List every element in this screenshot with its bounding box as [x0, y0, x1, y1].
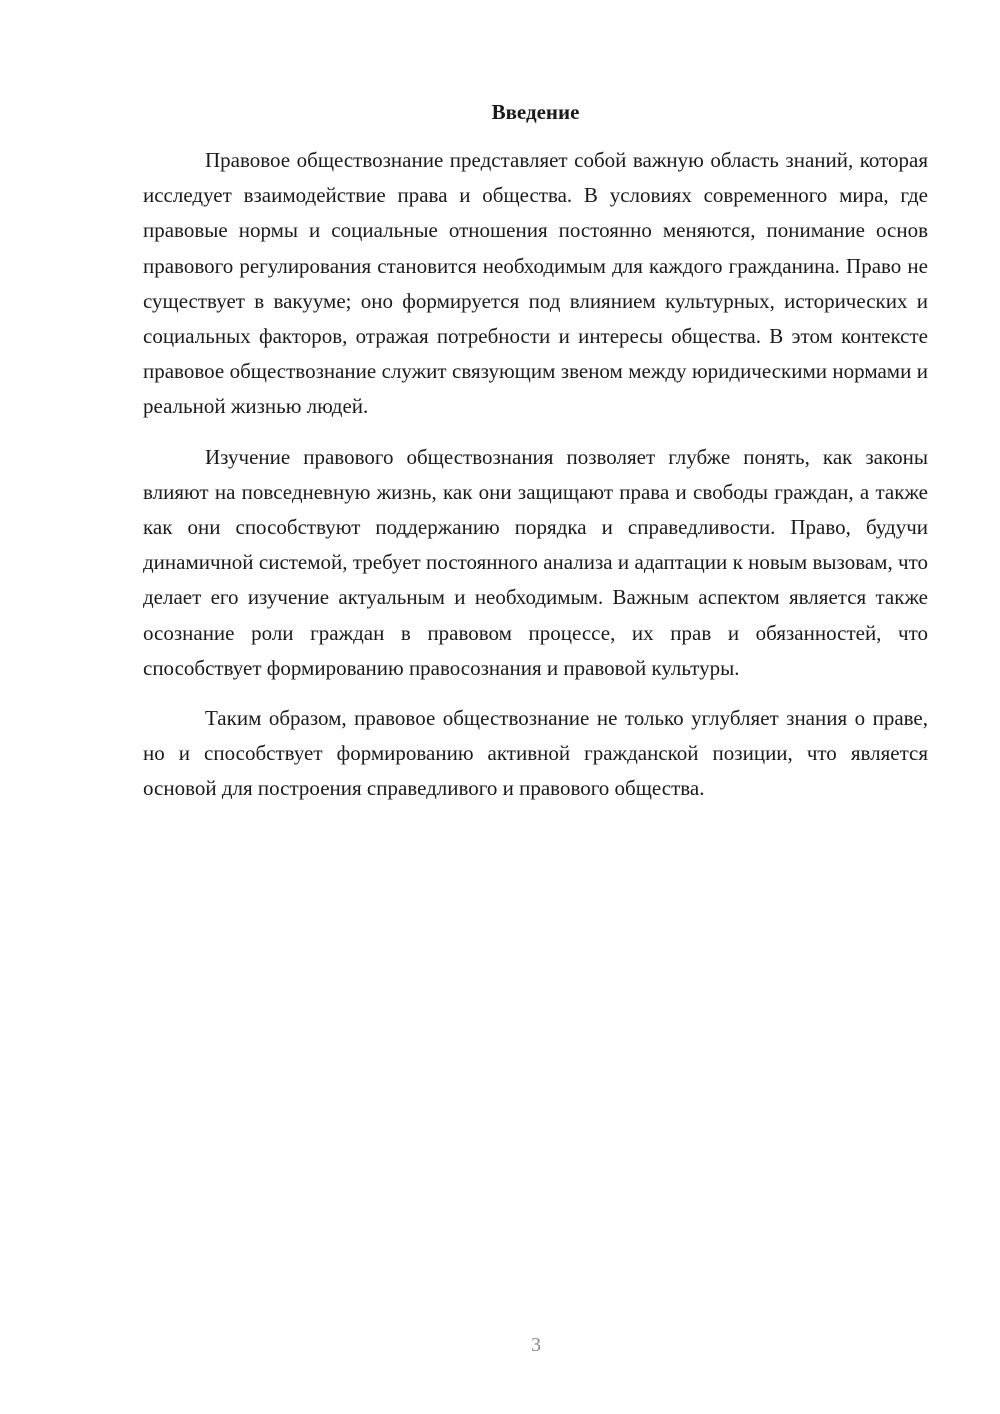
body-text [143, 143, 928, 822]
paragraph-1: Правовое обществознание представляет собой важную область знаний, которая исследует взаимодействие права и общества. В условиях современного мира, где правовые нормы и социальные отношения постоянно меняются, понимание основ правового регулирования становится необходимым для каждого гражданина. Право не существует в вакууме; оно формируется под влиянием культурных, исторических и социальных факторов, отражая потребности и интересы общества. В этом контексте правовое обществознание служит связующим звеном между юридическими нормами и реальной жизнью людей. [143, 148, 928, 419]
paragraph-2: Изучение правового обществознания позволяет глубже понять, как законы влияют на повседневную жизнь, как они защищают права и свободы граждан, а также как они способствуют поддержанию порядка и справедливости. Право, будучи динамичной системой, требует постоянного анализа и адаптации к новым вызовам, что делает его изучение актуальным и необходимым. Важным аспектом является также осознание роли граждан в правовом процессе, их прав и обязанностей, что способствует формированию правосознания и правовой культуры. [143, 444, 928, 680]
page-number: 3 [531, 1334, 541, 1356]
section-heading: Введение [491, 100, 580, 124]
paragraph-3: Таким образом, правовое обществознание не только углубляет знания о праве, но и способствует формированию активной гражданской позиции, что является основой для построения справедливого и правового общества. [143, 706, 928, 801]
